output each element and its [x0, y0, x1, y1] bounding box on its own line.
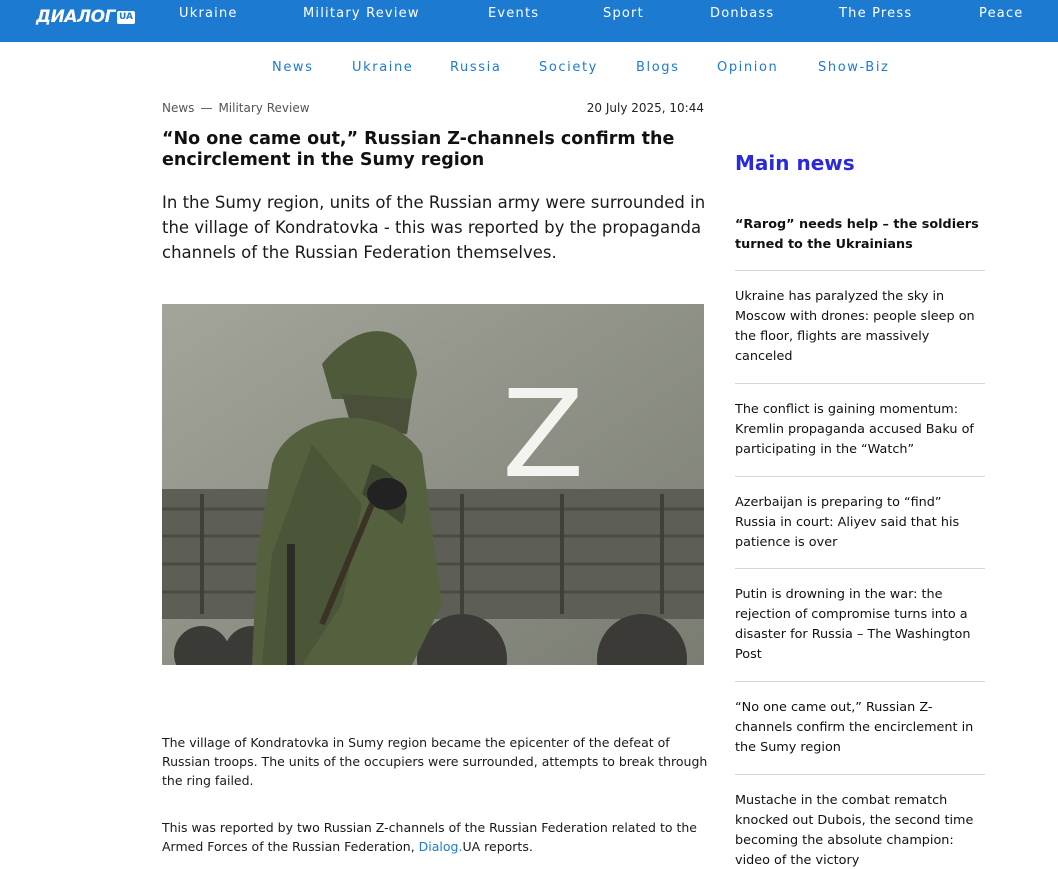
section-nav-russia[interactable]: Russia — [450, 60, 502, 75]
top-nav-peace[interactable]: Peace — [979, 6, 1024, 21]
divider — [735, 270, 985, 271]
main-news-item[interactable]: The conflict is gaining momentum: Kremlin propaganda accused Baku of participating in the “Watch” — [735, 402, 974, 457]
main-news-item[interactable]: Ukraine has paralyzed the sky in Moscow with drones: people sleep on the floor, flights are massively canceled — [735, 289, 975, 364]
divider — [735, 383, 985, 384]
divider — [735, 476, 985, 477]
para2-text: This was reported by two Russian Z-channels of the Russian Federation related to the Armed Forces of the Russian Federation, — [162, 820, 697, 854]
breadcrumb-separator: — — [200, 101, 213, 115]
publish-date: 20 July 2025, 10:44 — [586, 101, 704, 115]
logo-text: ДИАЛОГ — [36, 7, 115, 27]
main-news-item[interactable]: Azerbaijan is preparing to “find” Russia in court: Aliyev said that his patience is over — [735, 495, 960, 550]
breadcrumb — [162, 101, 310, 115]
z-letter: Z — [502, 366, 585, 505]
article-paragraph-source — [162, 818, 710, 856]
article-lead: In the Sumy region, units of the Russian army were surrounded in the village of Kondratovka - this was reported by the propaganda channels of the Russian Federation themselves. — [162, 193, 706, 262]
divider — [735, 568, 985, 569]
section-nav-opinion[interactable]: Opinion — [717, 60, 779, 75]
main-news-item[interactable]: “Rarog” needs help – the soldiers turned to the Ukrainians — [735, 217, 979, 252]
article-title: “No one came out,” Russian Z-channels confirm the encirclement in the Sumy region — [162, 129, 675, 170]
top-nav-donbass[interactable]: Donbass — [710, 6, 775, 21]
main-news-item[interactable]: Mustache in the combat rematch knocked out Dubois, the second time becoming the absolute champion: video of the victory — [735, 793, 974, 868]
section-nav-ukraine[interactable]: Ukraine — [352, 60, 414, 75]
article-paragraph: The village of Kondratovka in Sumy region became the epicenter of the defeat of Russian troops. The units of the occupiers were surrounded, attempts to break through the ring failed. — [162, 735, 708, 788]
breadcrumb-news[interactable]: News — [162, 101, 195, 115]
soldier-truck-image — [162, 304, 704, 665]
logo-badge: UA — [118, 11, 133, 22]
dialog-ua-link[interactable]: Dialog. — [418, 839, 463, 854]
section-nav-society[interactable]: Society — [539, 60, 598, 75]
section-nav-news[interactable]: News — [272, 60, 314, 75]
para2-text-end: UA reports. — [462, 839, 533, 854]
top-nav-sport[interactable]: Sport — [603, 6, 644, 21]
article-photo — [162, 304, 704, 665]
top-navbar — [0, 0, 1058, 42]
section-nav-blogs[interactable]: Blogs — [636, 60, 680, 75]
section-nav-show-biz[interactable]: Show-Biz — [818, 60, 890, 75]
top-nav-military-review[interactable]: Military Review — [303, 6, 420, 21]
top-nav-the-press[interactable]: The Press — [839, 6, 913, 21]
top-nav-events[interactable]: Events — [488, 6, 540, 21]
divider — [735, 774, 985, 775]
main-news-item[interactable]: Putin is drowning in the war: the rejection of compromise turns into a disaster for Russia – The Washington Post — [735, 587, 971, 662]
top-nav-ukraine[interactable]: Ukraine — [179, 6, 238, 21]
breadcrumb-military-review[interactable]: Military Review — [218, 101, 310, 115]
divider — [735, 681, 985, 682]
main-news-heading: Main news — [735, 151, 855, 175]
main-news-item[interactable]: “No one came out,” Russian Z-channels confirm the encirclement in the Sumy region — [735, 700, 974, 755]
site-logo[interactable] — [36, 6, 135, 28]
